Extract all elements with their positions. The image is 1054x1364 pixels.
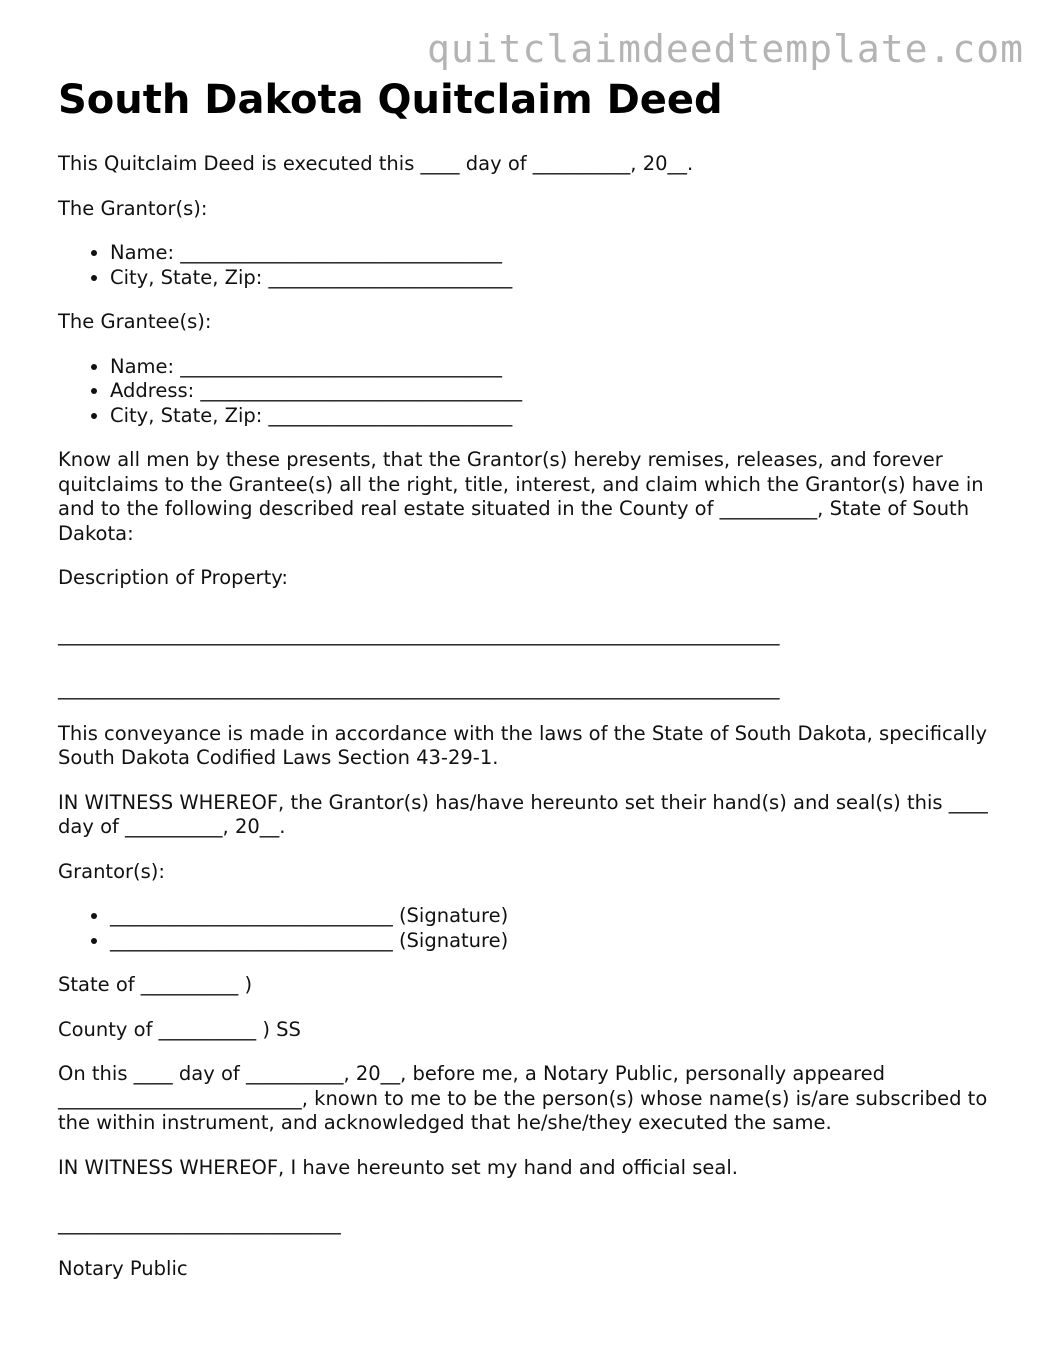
state-line: State of __________ ): [58, 973, 253, 996]
signature-list: [58, 904, 1008, 953]
witness-clause: IN WITNESS WHEREOF, the Grantor(s) has/have hereunto set their hand(s) and seal(s) this ____ day of __________, 20__.: [58, 790, 988, 838]
county-line: County of __________ ) SS: [58, 1017, 301, 1041]
notary-witness-clause: IN WITNESS WHEREOF, I have hereunto set my hand and official seal.: [58, 1155, 738, 1179]
notary-signature-line: _____________________________: [58, 1212, 341, 1235]
description-line: __________________________________________________________________________: [58, 622, 780, 646]
grantor-name-field: • Name: _________________________________: [110, 241, 1008, 266]
notary-acknowledgment: On this ____ day of __________, 20__, before me, a Notary Public, personally appeared _________________________, known to me to be the person(s) whose name(s) is/are subscribed to the within instrument, and acknowledged that he/she/they executed the same.: [58, 1062, 988, 1134]
document-title: South Dakota Quitclaim Deed: [58, 77, 723, 123]
grantor-signature-line: • _____________________________ (Signature): [110, 929, 1008, 954]
description-line: __________________________________________________________________________: [58, 677, 780, 700]
grantee-heading: The Grantee(s):: [58, 310, 212, 333]
grantor-heading: The Grantor(s):: [58, 196, 208, 220]
grantor-fields-list: [58, 241, 1008, 290]
law-reference: This conveyance is made in accordance with the laws of the State of South Dakota, specifically South Dakota Codified Laws Section 43-29-1.: [58, 721, 988, 769]
execution-date-line: This Quitclaim Deed is executed this ____ day of __________, 20__.: [58, 152, 694, 175]
signatures-heading: Grantor(s):: [58, 859, 165, 883]
notary-label: Notary Public: [58, 1256, 188, 1280]
grantee-fields-list: [58, 355, 1008, 429]
grantee-address-field: • Address: _________________________________: [110, 379, 1008, 404]
document-body: [58, 76, 1008, 1281]
grantee-name-field: • Name: _________________________________: [110, 355, 1008, 380]
grantor-city-state-zip-field: • City, State, Zip: _________________________: [110, 266, 1008, 291]
grantor-signature-line: • _____________________________ (Signature): [110, 904, 1008, 929]
watermark: quitclaimdeedtemplate.com: [427, 27, 1024, 71]
description-heading: Description of Property:: [58, 566, 288, 589]
conveyance-clause: Know all men by these presents, that the Grantor(s) hereby remises, releases, and forever quitclaims to the Grantee(s) all the right, title, interest, and claim which the Grantor(s) have in and to the following described real estate situated in the County of __________, State of South Dakota:: [58, 448, 984, 545]
grantee-city-state-zip-field: • City, State, Zip: _________________________: [110, 404, 1008, 429]
